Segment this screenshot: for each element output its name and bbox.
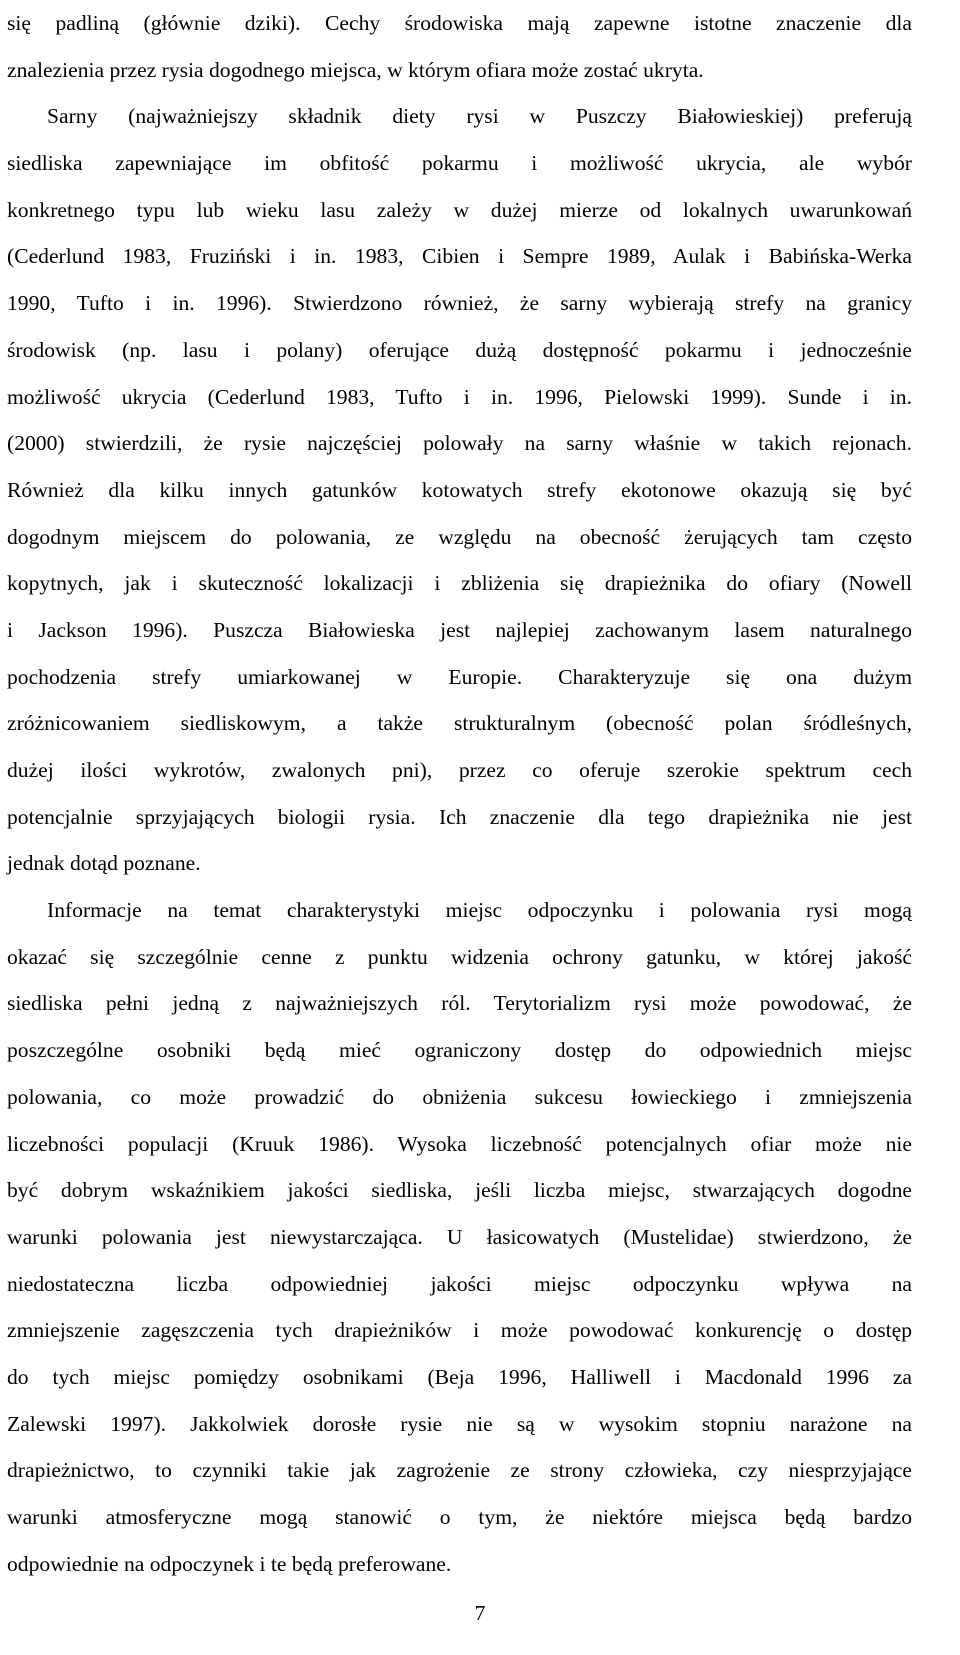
text-line: niedostateczna liczba odpowiedniej jakości miejsc odpoczynku wpływa na bbox=[7, 1271, 912, 1296]
text-line: drapieżnictwo, to czynniki takie jak zagrożenie ze strony człowieka, czy niesprzyjające bbox=[7, 1458, 912, 1483]
text-line: (2000) stwierdzili, że rysie najczęściej polowały na sarny właśnie w takich rejonach. bbox=[7, 431, 912, 456]
text-line: Również dla kilku innych gatunków kotowatych strefy ekotonowe okazują się być bbox=[7, 477, 912, 502]
text-line: warunki atmosferyczne mogą stanowić o tym, że niektóre miejsca będą bardzo bbox=[7, 1505, 912, 1529]
text-line: konkretnego typu lub wieku lasu zależy w dużej mierze od lokalnych uwarunkowań bbox=[7, 197, 912, 222]
text-line: Informacje na temat charakterystyki miejsc odpoczynku i polowania rysi mogą bbox=[47, 898, 912, 923]
text-line: okazać się szczególnie cenne z punktu widzenia ochrony gatunku, w której jakość bbox=[7, 944, 912, 969]
text-line: siedliska pełni jedną z najważniejszych ról. Terytorializm rysi może powodować, że bbox=[7, 991, 912, 1016]
text-line: się padliną (głównie dziki). Cechy środowiska mają zapewne istotne znaczenie dla bbox=[7, 11, 912, 35]
text-line: 1990, Tufto i in. 1996). Stwierdzono również, że sarny wybierają strefy na granicy bbox=[7, 291, 912, 316]
text-line: zmniejszenie zagęszczenia tych drapieżników i może powodować konkurencję o dostęp bbox=[7, 1318, 912, 1343]
text-line: dużej ilości wykrotów, zwalonych pni), przez co oferuje szerokie spektrum cech bbox=[7, 758, 912, 782]
text-line: odpowiednie na odpoczynek i te będą preferowane. bbox=[7, 1551, 452, 1576]
text-line: i Jackson 1996). Puszcza Białowieska jest najlepiej zachowanym lasem naturalnego bbox=[7, 617, 912, 642]
text-line: możliwość ukrycia (Cederlund 1983, Tufto i in. 1996, Pielowski 1999). Sunde i in. bbox=[7, 384, 912, 409]
text-line: Zalewski 1997). Jakkolwiek dorosłe rysie nie są w wysokim stopniu narażone na bbox=[7, 1411, 912, 1436]
text-line: znalezienia przez rysia dogodnego miejsca, w którym ofiara może zostać ukryta. bbox=[7, 57, 704, 82]
text-line: (Cederlund 1983, Fruziński i in. 1983, Cibien i Sempre 1989, Aulak i Babińska-Werka bbox=[7, 244, 912, 269]
text-line: zróżnicowaniem siedliskowym, a także strukturalnym (obecność polan śródleśnych, bbox=[7, 711, 912, 736]
text-line: liczebności populacji (Kruuk 1986). Wysoka liczebność potencjalnych ofiar może nie bbox=[7, 1131, 912, 1156]
text-line: polowania, co może prowadzić do obniżenia sukcesu łowieckiego i zmniejszenia bbox=[7, 1084, 912, 1109]
document-body bbox=[7, 0, 912, 1587]
text-line: potencjalnie sprzyjających biologii rysia. Ich znaczenie dla tego drapieżnika nie jest bbox=[7, 804, 912, 829]
text-line: kopytnych, jak i skuteczność lokalizacji i zbliżenia się drapieżnika do ofiary (Nowell bbox=[7, 571, 912, 596]
text-line: dogodnym miejscem do polowania, ze względu na obecność żerujących tam często bbox=[7, 524, 912, 549]
text-line: środowisk (np. lasu i polany) oferujące dużą dostępność pokarmu i jednocześnie bbox=[7, 337, 912, 362]
text-line: być dobrym wskaźnikiem jakości siedliska, jeśli liczba miejsc, stwarzających dogodne bbox=[7, 1178, 912, 1203]
text-line: jednak dotąd poznane. bbox=[7, 851, 201, 876]
text-line: warunki polowania jest niewystarczająca. U łasicowatych (Mustelidae) stwierdzono, że bbox=[7, 1224, 912, 1249]
text-line: Sarny (najważniejszy składnik diety rysi w Puszczy Białowieskiej) preferują bbox=[47, 104, 912, 129]
text-line: pochodzenia strefy umiarkowanej w Europie. Charakteryzuje się ona dużym bbox=[7, 664, 912, 689]
text-line: do tych miejsc pomiędzy osobnikami (Beja 1996, Halliwell i Macdonald 1996 za bbox=[7, 1364, 912, 1389]
text-line: poszczególne osobniki będą mieć ograniczony dostęp do odpowiednich miejsc bbox=[7, 1038, 912, 1063]
page-number: 7 bbox=[474, 1601, 486, 1625]
text-line: siedliska zapewniające im obfitość pokarmu i możliwość ukrycia, ale wybór bbox=[7, 151, 912, 176]
